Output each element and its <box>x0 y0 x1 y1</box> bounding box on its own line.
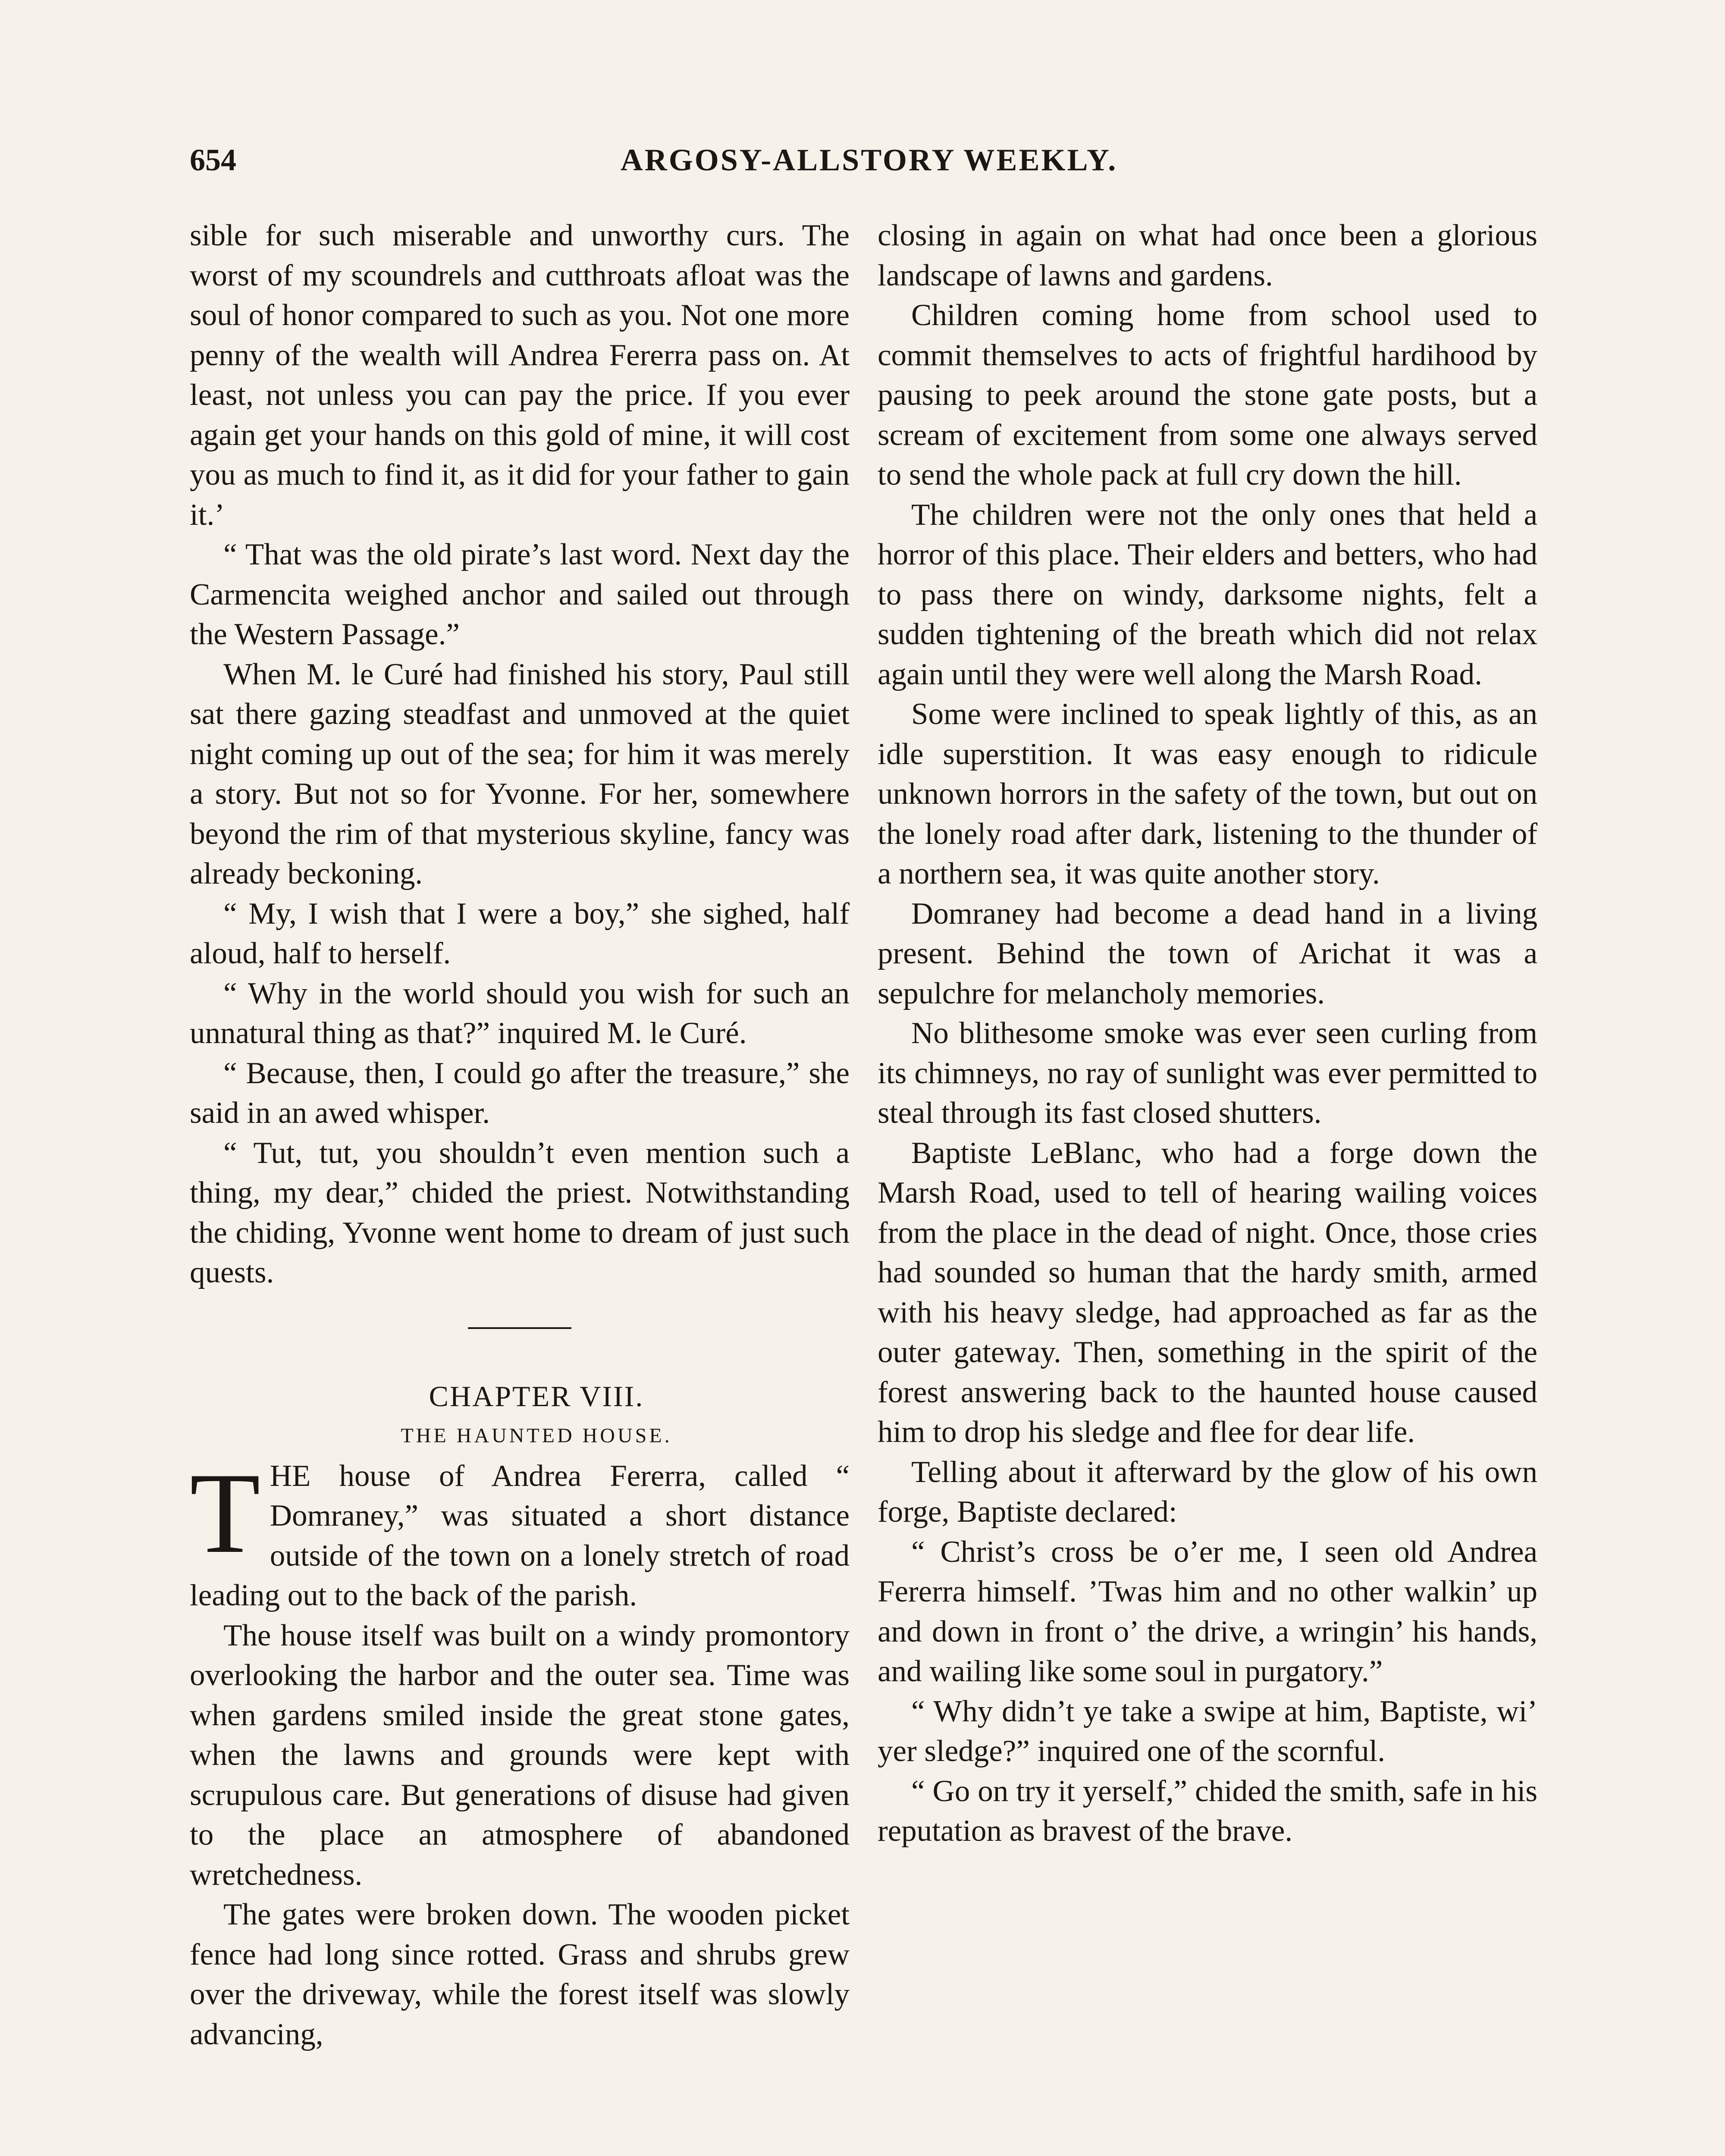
drop-cap: T <box>190 1448 260 1577</box>
paragraph: “ Christ’s cross be o’er me, I seen old Andrea Fererra himself. ’Twas him and no other walkin’ up and down in front o’ the drive, a wringin’ his hands, and wailing like some soul in purgatory.” <box>878 1535 1537 1688</box>
section-divider <box>468 1327 571 1329</box>
paragraph: “ Because, then, I could go after the treasure,” she said in an awed whisper. <box>190 1056 850 1130</box>
paragraph: The children were not the only ones that held a horror of this place. Their elders and betters, who had to pass there on windy, darksome nights, felt a sudden tightening of the breath which did not relax again until they were well along the Marsh Road. <box>878 498 1537 691</box>
chapter-number: CHAPTER VIII. <box>429 1379 644 1413</box>
paragraph: “ That was the old pirate’s last word. Next day the Carmencita weighed anchor and sailed out through the Western Passage.” <box>190 538 850 651</box>
page-number: 654 <box>190 143 236 177</box>
left-column <box>190 216 850 2054</box>
paragraph: The gates were broken down. The wooden picket fence had long since rotted. Grass and shrubs grew over the driveway, while the forest itself was slowly advancing, <box>190 1898 850 2051</box>
paragraph: sible for such miserable and unworthy curs. The worst of my scoundrels and cutthroats afloat was the soul of honor compared to such as you. Not one more penny of the wealth will Andrea Fererra pass on. At least, not unless you can pay the price. If you ever again get your hands on this gold of mine, it will cost you as much to find it, as it did for your father to gain it.’ <box>190 219 850 532</box>
paragraph: “ Tut, tut, you shouldn’t even mention such a thing, my dear,” chided the priest. Notwithstanding the chiding, Yvonne went home to dream of just such quests. <box>190 1136 850 1289</box>
paragraph: The house itself was built on a windy promontory overlooking the harbor and the outer sea. Time was when gardens smiled inside the great stone gates, when the lawns and grounds were kept with scrupulous care. But generations of disuse had given to the place an atmosphere of abandoned wretchedness. <box>190 1618 850 1892</box>
paragraph: Telling about it afterward by the glow of his own forge, Baptiste declared: <box>878 1455 1537 1529</box>
paragraph: No blithesome smoke was ever seen curling from its chimneys, no ray of sunlight was ever permitted to steal through its fast closed shutters. <box>878 1016 1537 1130</box>
chapter-opening-text: HE house of Andrea Fererra, called “ Domraney,” was situated a short distance outside of the town on a lonely stretch of road leading out to the back of the parish. <box>190 1459 850 1612</box>
running-head: ARGOSY-ALLSTORY WEEKLY. <box>620 143 1118 177</box>
paragraph: Baptiste LeBlanc, who had a forge down the Marsh Road, used to tell of hearing wailing voices from the place in the dead of night. Once, those cries had sounded so human that the hardy smith, armed with his heavy sledge, had approached as far as the outer gateway. Then, something in the spirit of the forest answering back to the haunted house caused him to drop his sledge and flee for dear life. <box>878 1136 1537 1449</box>
paragraph: “ Why didn’t ye take a swipe at him, Baptiste, wi’ yer sledge?” inquired one of the scornful. <box>878 1694 1537 1768</box>
paragraph: Children coming home from school used to commit themselves to acts of frightful hardihood by pausing to peek around the stone gate posts, but a scream of excitement from some one always served to send the whole pack at full cry down the hill. <box>878 298 1537 492</box>
paragraph: “ My, I wish that I were a boy,” she sighed, half aloud, half to herself. <box>190 896 850 970</box>
paragraph: Domraney had become a dead hand in a living present. Behind the town of Arichat it was a sepulchre for melancholy memories. <box>878 896 1537 1010</box>
paragraph: “ Why in the world should you wish for such an unnatural thing as that?” inquired M. le Curé. <box>190 976 850 1050</box>
right-column <box>878 216 1537 1851</box>
paragraph: closing in again on what had once been a glorious landscape of lawns and gardens. <box>878 219 1537 292</box>
chapter-opening-paragraph <box>190 1448 850 1616</box>
chapter-title: THE HAUNTED HOUSE. <box>401 1424 672 1447</box>
paragraph: “ Go on try it yerself,” chided the smith, safe in his reputation as bravest of the brave. <box>878 1774 1537 1848</box>
page-header <box>190 142 1548 190</box>
paragraph: When M. le Curé had finished his story, Paul still sat there gazing steadfast and unmoved at the quiet night coming up out of the sea; for him it was merely a story. But not so for Yvonne. For her, somewhere beyond the rim of that mysterious skyline, fancy was already beckoning. <box>190 657 850 890</box>
paragraph: Some were inclined to speak lightly of this, as an idle superstition. It was easy enough to ridicule unknown horrors in the safety of the town, but out on the lonely road after dark, listening to the thunder of a northern sea, it was quite another story. <box>878 697 1537 890</box>
